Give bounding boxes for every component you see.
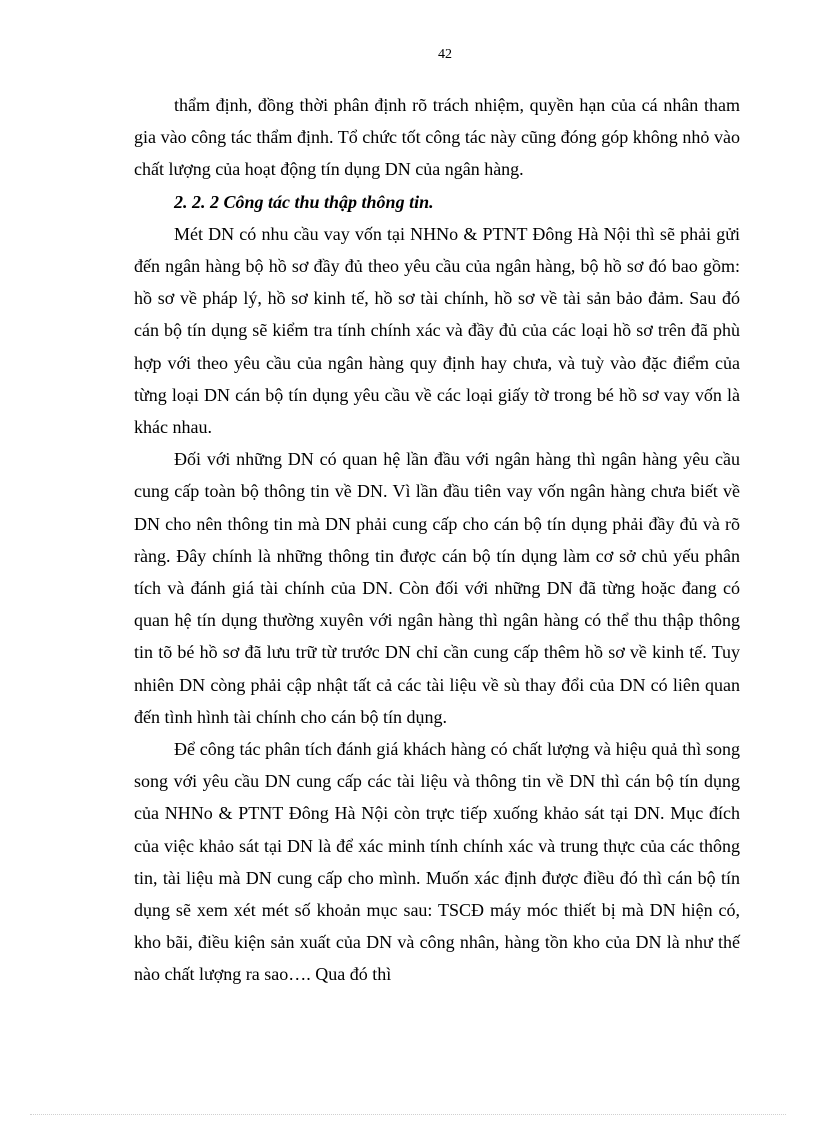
paragraph: Đối với những DN có quan hệ lần đầu với ngân hàng thì ngân hàng yêu cầu cung cấp toàn bộ thông tin về DN. Vì lần đầu tiên vay vốn ngân hàng chưa biết về DN cho nên thông tin mà DN phải cung cấp cho cán bộ tín dụng phải đầy đủ và rõ ràng. Đây chính là những thông tin được cán bộ tín dụng làm cơ sở chủ yếu phân tích và đánh giá tài chính của DN. Còn đối với những DN đã từng hoặc đang có quan hệ tín dụng thường xuyên với ngân hàng thì ngân hàng có thể thu thập thông tin tõ bé hồ sơ đã lưu trữ từ trước DN chỉ cần cung cấp thêm hồ sơ về kinh tế. Tuy nhiên DN còng phải cập nhật tất cả các tài liệu về sù thay đổi của DN có liên quan đến tình hình tài chính cho cán bộ tín dụng.: [134, 449, 740, 727]
section-heading: 2. 2. 2 Công tác thu thập thông tin.: [174, 191, 434, 212]
paragraph: Mét DN có nhu cầu vay vốn tại NHNo & PTNT Đông Hà Nội thì sẽ phải gửi đến ngân hàng bộ hồ sơ đầy đủ theo yêu cầu của ngân hàng, bộ hồ sơ đó bao gồm: hồ sơ về pháp lý, hồ sơ kinh tế, hồ sơ tài chính, hồ sơ về tài sản bảo đảm. Sau đó cán bộ tín dụng sẽ kiểm tra tính chính xác và đầy đủ của các loại hồ sơ trên đã phù hợp với theo yêu cầu của ngân hàng quy định hay chưa, và tuỳ vào đặc điểm của từng loại DN cán bộ tín dụng yêu cầu về các loại giấy tờ trong bé hồ sơ vay vốn là khác nhau.: [134, 223, 740, 438]
paragraph-continued: thẩm định, đồng thời phân định rõ trách nhiệm, quyền hạn của cá nhân tham gia vào công tác thẩm định. Tổ chức tốt công tác này cũng đóng góp không nhỏ vào chất lượng của hoạt động tín dụng DN của ngân hàng.: [134, 95, 740, 180]
page-number: 42: [438, 47, 452, 62]
paragraph: Để công tác phân tích đánh giá khách hàng có chất lượng và hiệu quả thì song song với yêu cầu DN cung cấp các tài liệu và thông tin về DN thì cán bộ tín dụng của NHNo & PTNT Đông Hà Nội còn trực tiếp xuống khảo sát tại DN. Mục đích của việc khảo sát tại DN là để xác minh tính chính xác và trung thực của các thông tin, tài liệu mà DN cung cấp cho mình. Muốn xác định được điều đó thì cán bộ tín dụng sẽ xem xét mét số khoản mục sau: TSCĐ máy móc thiết bị mà DN hiện có, kho bãi, điều kiện sản xuất của DN và công nhân, hàng tồn kho của DN là như thế nào chất lượng ra sao…. Qua đó thì: [134, 739, 740, 985]
document-body: [134, 89, 740, 991]
footer-rule: [30, 1114, 786, 1115]
